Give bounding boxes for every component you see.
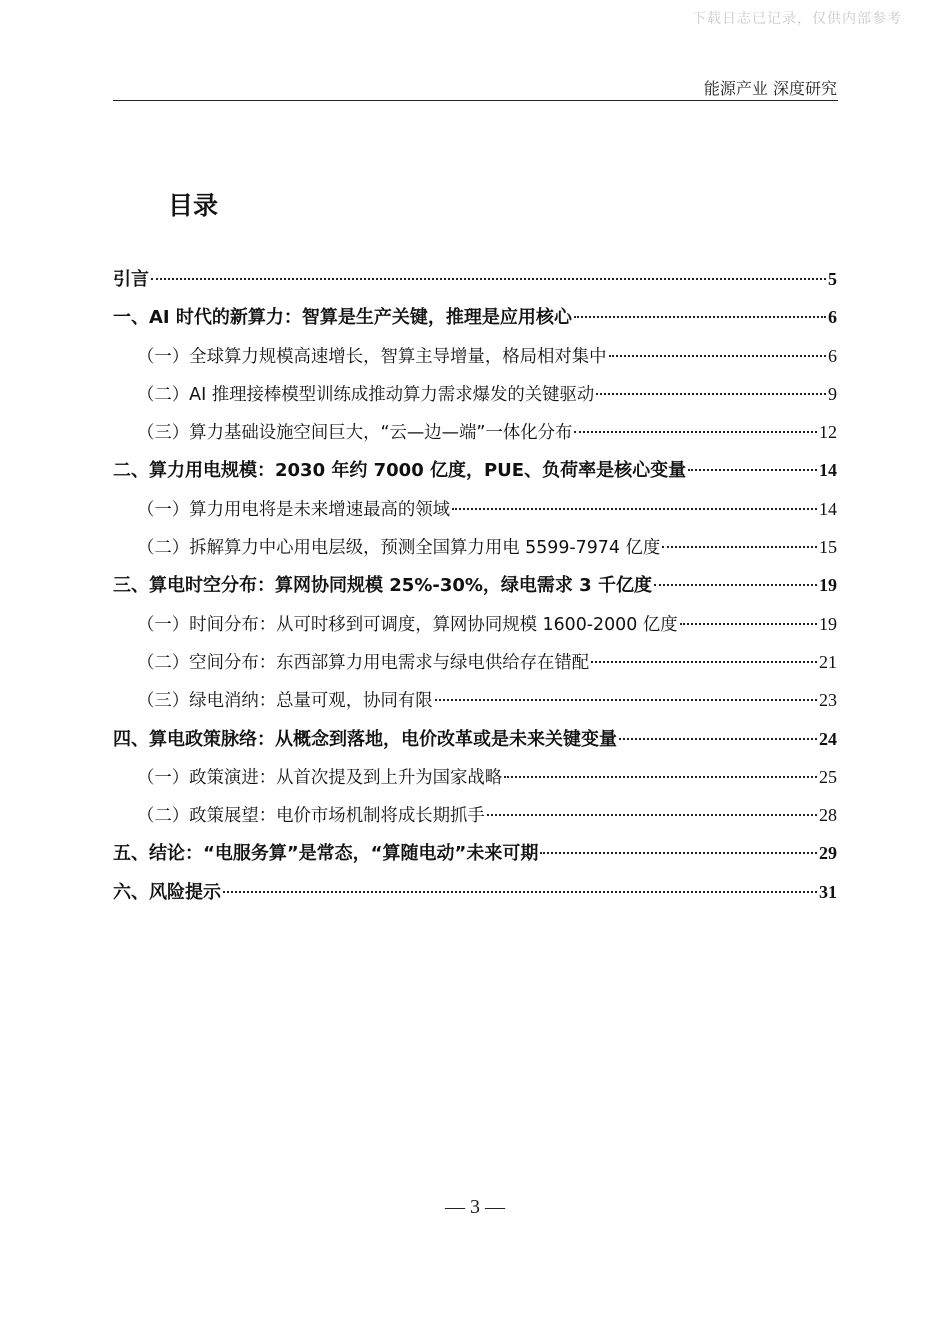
toc-entry[interactable]: [113, 838, 837, 876]
toc-entry-page: 31: [819, 881, 837, 902]
toc-entry[interactable]: [113, 379, 837, 417]
toc-entry[interactable]: [113, 800, 837, 838]
toc-entry-page: 6: [828, 345, 837, 366]
toc-entry[interactable]: [113, 570, 837, 608]
toc-entry-page: 19: [819, 613, 837, 634]
toc-entry-label: 引言: [113, 269, 149, 290]
toc-entry-label: 一、AI 时代的新算力：智算是生产关键，推理是应用核心: [113, 307, 572, 329]
toc-entry[interactable]: [113, 341, 837, 379]
toc-dot-leader: [688, 469, 817, 471]
toc-entry-label: 六、风险提示: [113, 881, 221, 903]
header-title: 能源产业 深度研究: [703, 79, 837, 98]
toc-dot-leader: [452, 508, 817, 510]
toc-entry[interactable]: [113, 724, 837, 762]
toc-entry-label: 三、算电时空分布：算网协同规模 25%-30%，绿电需求 3 千亿度: [113, 575, 652, 597]
toc-entry[interactable]: [113, 494, 837, 532]
toc-entry-page: 15: [819, 537, 837, 558]
table-of-contents: [113, 264, 837, 915]
toc-entry-page: 6: [828, 307, 837, 328]
toc-entry-label: （二）空间分布：东西部算力用电需求与绿电供给存在错配: [137, 652, 590, 673]
toc-entry-page: 28: [819, 805, 837, 826]
toc-entry[interactable]: [113, 302, 837, 340]
toc-entry[interactable]: [113, 532, 837, 570]
toc-dot-leader: [574, 431, 817, 433]
toc-entry-label: （一）全球算力规模高速增长，智算主导增量，格局相对集中: [137, 346, 607, 367]
toc-dot-leader: [574, 316, 826, 318]
toc-entry-label: （一）时间分布：从可时移到可调度，算网协同规模 1600-2000 亿度: [137, 614, 678, 635]
toc-entry[interactable]: [113, 877, 837, 915]
toc-dot-leader: [540, 852, 817, 854]
toc-entry-label: （二）政策展望：电价市场机制将成长期抓手: [137, 806, 485, 827]
page-number: — 3 —: [445, 1196, 505, 1218]
toc-entry-label: （三）算力基础设施空间巨大，“云—边—端”一体化分布: [137, 423, 573, 444]
toc-dot-leader: [591, 661, 817, 663]
toc-dot-leader: [680, 623, 817, 625]
toc-entry-label: （三）绿电消纳：总量可观，协同有限: [137, 691, 433, 712]
toc-entry-label: （二）AI 推理接棒模型训练成推动算力需求爆发的关键驱动: [137, 384, 595, 405]
toc-entry-page: 23: [819, 690, 837, 711]
toc-entry-page: 14: [819, 460, 837, 481]
toc-dot-leader: [504, 776, 817, 778]
toc-entry-page: 21: [819, 651, 837, 672]
toc-dot-leader: [435, 699, 817, 701]
toc-entry-page: 14: [819, 498, 837, 519]
toc-entry-label: 四、算电政策脉络：从概念到落地，电价改革或是未来关键变量: [113, 728, 617, 750]
toc-entry-label: （一）算力用电将是未来增速最高的领域: [137, 499, 451, 520]
header-divider: [113, 100, 838, 101]
toc-entry-page: 25: [819, 766, 837, 787]
toc-entry-label: 二、算力用电规模：2030 年约 7000 亿度，PUE、负荷率是核心变量: [113, 460, 687, 482]
toc-entry-page: 12: [819, 422, 837, 443]
toc-entry-page: 9: [828, 383, 837, 404]
toc-title: 目录: [168, 191, 219, 220]
toc-dot-leader: [487, 814, 817, 816]
watermark-text: 下载日志已记录，仅供内部参考: [692, 11, 902, 27]
toc-entry[interactable]: [113, 609, 837, 647]
toc-dot-leader: [662, 546, 817, 548]
toc-entry[interactable]: [113, 455, 837, 493]
toc-entry[interactable]: [113, 685, 837, 723]
toc-entry-page: 29: [819, 843, 837, 864]
toc-entry-label: （二）拆解算力中心用电层级，预测全国算力用电 5599-7974 亿度: [137, 538, 661, 559]
toc-entry[interactable]: [113, 762, 837, 800]
toc-entry-label: （一）政策演进：从首次提及到上升为国家战略: [137, 767, 503, 788]
toc-entry-page: 24: [819, 728, 837, 749]
toc-entry-page: 19: [819, 575, 837, 596]
toc-entry[interactable]: [113, 417, 837, 455]
toc-entry-page: 5: [828, 269, 837, 289]
toc-entry-label: 五、结论：“电服务算”是常态，“算随电动”未来可期: [113, 843, 539, 865]
toc-dot-leader: [151, 278, 826, 280]
toc-dot-leader: [654, 584, 817, 586]
toc-entry[interactable]: [113, 647, 837, 685]
toc-dot-leader: [609, 355, 826, 357]
toc-dot-leader: [619, 738, 817, 740]
toc-entry[interactable]: [113, 264, 837, 302]
toc-dot-leader: [596, 393, 826, 395]
toc-dot-leader: [223, 891, 817, 893]
